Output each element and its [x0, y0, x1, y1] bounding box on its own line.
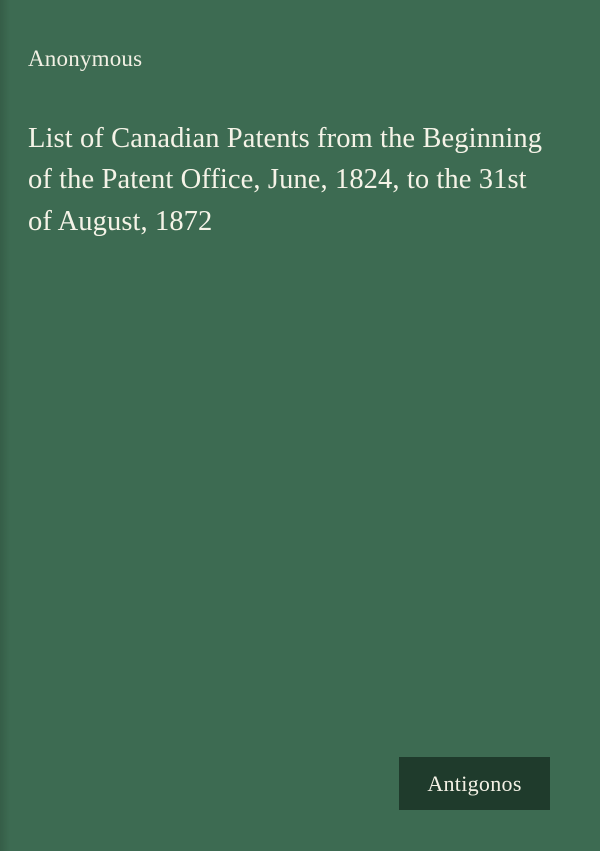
author-name: Anonymous — [28, 46, 143, 71]
publisher-name: Antigonos — [427, 770, 522, 796]
book-title: List of Canadian Patents from the Beginning of the Patent Office, June, 1824, to the 31st of August, 1872 — [28, 123, 543, 237]
spine-shadow — [0, 0, 10, 851]
publisher-badge — [399, 757, 550, 810]
